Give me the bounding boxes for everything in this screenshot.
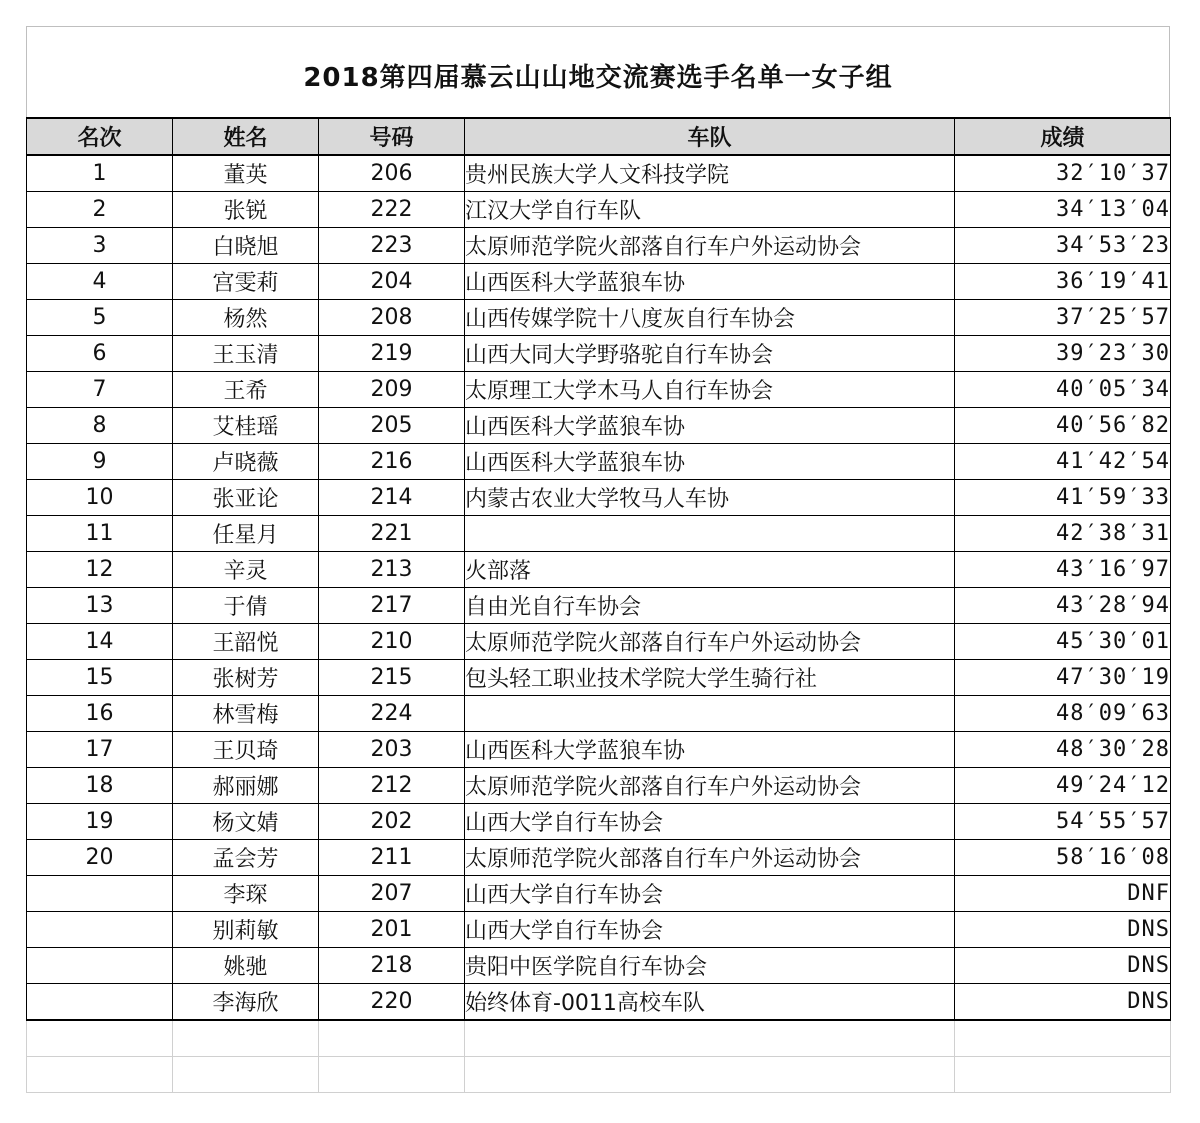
rank-cell[interactable]: 17 bbox=[27, 732, 173, 768]
bib-cell[interactable]: 218 bbox=[319, 948, 465, 984]
rank-cell[interactable]: 13 bbox=[27, 588, 173, 624]
bib-cell[interactable]: 207 bbox=[319, 876, 465, 912]
name-cell[interactable]: 王贝琦 bbox=[173, 732, 319, 768]
team-cell[interactable]: 包头轻工职业技术学院大学生骑行社 bbox=[465, 660, 955, 696]
result-cell[interactable]: 45′30′01 bbox=[955, 624, 1171, 660]
table-row bbox=[27, 228, 1171, 264]
title-cell[interactable] bbox=[26, 26, 1170, 117]
result-cell[interactable]: 40′56′82 bbox=[955, 408, 1171, 444]
team-cell[interactable] bbox=[465, 516, 955, 552]
header-team[interactable]: 车队 bbox=[465, 118, 955, 155]
team-cell[interactable]: 山西传媒学院十八度灰自行车协会 bbox=[465, 300, 955, 336]
empty-cell[interactable] bbox=[955, 1057, 1171, 1093]
empty-row bbox=[27, 1020, 1171, 1057]
rank-cell[interactable]: 9 bbox=[27, 444, 173, 480]
bib-cell[interactable]: 210 bbox=[319, 624, 465, 660]
table-body bbox=[27, 155, 1171, 1020]
name-cell[interactable]: 董英 bbox=[173, 155, 319, 192]
team-cell[interactable]: 太原师范学院火部落自行车户外运动协会 bbox=[465, 624, 955, 660]
team-cell[interactable]: 太原师范学院火部落自行车户外运动协会 bbox=[465, 228, 955, 264]
team-cell[interactable]: 山西大学自行车协会 bbox=[465, 876, 955, 912]
team-cell[interactable]: 山西医科大学蓝狼车协 bbox=[465, 444, 955, 480]
header-rank[interactable]: 名次 bbox=[27, 118, 173, 155]
name-cell[interactable]: 杨文婧 bbox=[173, 804, 319, 840]
table-row bbox=[27, 768, 1171, 804]
rank-cell[interactable]: 4 bbox=[27, 264, 173, 300]
rank-cell[interactable]: 20 bbox=[27, 840, 173, 876]
table-row bbox=[27, 984, 1171, 1021]
result-cell[interactable]: 42′38′31 bbox=[955, 516, 1171, 552]
result-cell[interactable]: 37′25′57 bbox=[955, 300, 1171, 336]
team-cell[interactable]: 太原师范学院火部落自行车户外运动协会 bbox=[465, 840, 955, 876]
rank-cell[interactable]: 3 bbox=[27, 228, 173, 264]
team-cell[interactable]: 太原师范学院火部落自行车户外运动协会 bbox=[465, 768, 955, 804]
header-result[interactable]: 成绩 bbox=[955, 118, 1171, 155]
table-row bbox=[27, 912, 1171, 948]
name-cell[interactable]: 辛灵 bbox=[173, 552, 319, 588]
rank-cell[interactable]: 12 bbox=[27, 552, 173, 588]
table-row bbox=[27, 588, 1171, 624]
name-cell[interactable]: 李琛 bbox=[173, 876, 319, 912]
rank-cell[interactable]: 15 bbox=[27, 660, 173, 696]
rank-cell[interactable]: 11 bbox=[27, 516, 173, 552]
empty-cell[interactable] bbox=[465, 1020, 955, 1057]
empty-row bbox=[27, 1057, 1171, 1093]
table-row bbox=[27, 444, 1171, 480]
bib-cell[interactable]: 202 bbox=[319, 804, 465, 840]
empty-cell[interactable] bbox=[173, 1057, 319, 1093]
rank-cell[interactable] bbox=[27, 948, 173, 984]
rank-cell[interactable]: 16 bbox=[27, 696, 173, 732]
bib-cell[interactable]: 216 bbox=[319, 444, 465, 480]
rank-cell[interactable] bbox=[27, 984, 173, 1021]
table-row bbox=[27, 660, 1171, 696]
table-row bbox=[27, 372, 1171, 408]
rank-cell[interactable]: 7 bbox=[27, 372, 173, 408]
name-cell[interactable]: 张亚论 bbox=[173, 480, 319, 516]
empty-cell[interactable] bbox=[955, 1020, 1171, 1057]
result-cell[interactable]: 43′16′97 bbox=[955, 552, 1171, 588]
rank-cell[interactable] bbox=[27, 876, 173, 912]
empty-cell[interactable] bbox=[465, 1057, 955, 1093]
bib-cell[interactable]: 214 bbox=[319, 480, 465, 516]
result-cell[interactable]: 40′05′34 bbox=[955, 372, 1171, 408]
result-cell[interactable]: 34′13′04 bbox=[955, 192, 1171, 228]
header-row bbox=[27, 118, 1171, 155]
team-cell[interactable]: 太原理工大学木马人自行车协会 bbox=[465, 372, 955, 408]
table-row bbox=[27, 552, 1171, 588]
team-cell[interactable]: 山西医科大学蓝狼车协 bbox=[465, 732, 955, 768]
name-cell[interactable]: 于倩 bbox=[173, 588, 319, 624]
table-row bbox=[27, 840, 1171, 876]
rank-cell[interactable]: 14 bbox=[27, 624, 173, 660]
table-row bbox=[27, 948, 1171, 984]
team-cell[interactable]: 江汉大学自行车队 bbox=[465, 192, 955, 228]
table-row bbox=[27, 696, 1171, 732]
team-cell[interactable]: 山西医科大学蓝狼车协 bbox=[465, 264, 955, 300]
result-cell[interactable]: 48′30′28 bbox=[955, 732, 1171, 768]
result-cell[interactable]: 32′10′37 bbox=[955, 155, 1171, 192]
team-cell[interactable]: 贵阳中医学院自行车协会 bbox=[465, 948, 955, 984]
team-cell[interactable]: 山西大学自行车协会 bbox=[465, 912, 955, 948]
team-cell[interactable]: 始终体育-0011高校车队 bbox=[465, 984, 955, 1021]
name-cell[interactable]: 卢晓薇 bbox=[173, 444, 319, 480]
empty-rows bbox=[27, 1020, 1171, 1093]
result-cell[interactable]: 39′23′30 bbox=[955, 336, 1171, 372]
header-bib[interactable]: 号码 bbox=[319, 118, 465, 155]
name-cell[interactable]: 王希 bbox=[173, 372, 319, 408]
table-row bbox=[27, 408, 1171, 444]
result-cell[interactable]: 34′53′23 bbox=[955, 228, 1171, 264]
name-cell[interactable]: 姚驰 bbox=[173, 948, 319, 984]
team-cell[interactable]: 山西大学自行车协会 bbox=[465, 804, 955, 840]
bib-cell[interactable]: 223 bbox=[319, 228, 465, 264]
rank-cell[interactable]: 6 bbox=[27, 336, 173, 372]
bib-cell[interactable]: 203 bbox=[319, 732, 465, 768]
result-cell[interactable]: 43′28′94 bbox=[955, 588, 1171, 624]
name-cell[interactable]: 王玉清 bbox=[173, 336, 319, 372]
name-cell[interactable]: 别莉敏 bbox=[173, 912, 319, 948]
bib-cell[interactable]: 204 bbox=[319, 264, 465, 300]
result-cell[interactable]: DNS bbox=[955, 912, 1171, 948]
spreadsheet bbox=[26, 26, 1170, 1092]
bib-cell[interactable]: 219 bbox=[319, 336, 465, 372]
bib-cell[interactable]: 201 bbox=[319, 912, 465, 948]
table-row bbox=[27, 804, 1171, 840]
name-cell[interactable]: 郝丽娜 bbox=[173, 768, 319, 804]
results-table bbox=[26, 117, 1171, 1093]
bib-cell[interactable]: 224 bbox=[319, 696, 465, 732]
name-cell[interactable]: 张锐 bbox=[173, 192, 319, 228]
bib-cell[interactable]: 211 bbox=[319, 840, 465, 876]
table-row bbox=[27, 516, 1171, 552]
rank-cell[interactable]: 18 bbox=[27, 768, 173, 804]
rank-cell[interactable] bbox=[27, 912, 173, 948]
team-cell[interactable]: 贵州民族大学人文科技学院 bbox=[465, 155, 955, 192]
table-row bbox=[27, 264, 1171, 300]
bib-cell[interactable]: 212 bbox=[319, 768, 465, 804]
bib-cell[interactable]: 222 bbox=[319, 192, 465, 228]
rank-cell[interactable]: 19 bbox=[27, 804, 173, 840]
empty-cell[interactable] bbox=[27, 1057, 173, 1093]
team-cell[interactable]: 山西医科大学蓝狼车协 bbox=[465, 408, 955, 444]
name-cell[interactable]: 任星月 bbox=[173, 516, 319, 552]
team-cell[interactable]: 自由光自行车协会 bbox=[465, 588, 955, 624]
table-row bbox=[27, 192, 1171, 228]
name-cell[interactable]: 宫雯莉 bbox=[173, 264, 319, 300]
result-cell[interactable]: 54′55′57 bbox=[955, 804, 1171, 840]
result-cell[interactable]: DNS bbox=[955, 984, 1171, 1021]
bib-cell[interactable]: 215 bbox=[319, 660, 465, 696]
bib-cell[interactable]: 206 bbox=[319, 155, 465, 192]
result-cell[interactable]: 49′24′12 bbox=[955, 768, 1171, 804]
result-cell[interactable]: 48′09′63 bbox=[955, 696, 1171, 732]
empty-cell[interactable] bbox=[173, 1020, 319, 1057]
bib-cell[interactable]: 205 bbox=[319, 408, 465, 444]
bib-cell[interactable]: 209 bbox=[319, 372, 465, 408]
name-cell[interactable]: 孟会芳 bbox=[173, 840, 319, 876]
empty-cell[interactable] bbox=[319, 1057, 465, 1093]
table-row bbox=[27, 336, 1171, 372]
name-cell[interactable]: 杨然 bbox=[173, 300, 319, 336]
result-cell[interactable]: 58′16′08 bbox=[955, 840, 1171, 876]
bib-cell[interactable]: 221 bbox=[319, 516, 465, 552]
empty-cell[interactable] bbox=[319, 1020, 465, 1057]
rank-cell[interactable]: 5 bbox=[27, 300, 173, 336]
bib-cell[interactable]: 217 bbox=[319, 588, 465, 624]
table-row bbox=[27, 624, 1171, 660]
bib-cell[interactable]: 220 bbox=[319, 984, 465, 1021]
header-name[interactable]: 姓名 bbox=[173, 118, 319, 155]
name-cell[interactable]: 王韶悦 bbox=[173, 624, 319, 660]
team-cell[interactable]: 山西大同大学野骆驼自行车协会 bbox=[465, 336, 955, 372]
table-row bbox=[27, 300, 1171, 336]
result-cell[interactable]: 36′19′41 bbox=[955, 264, 1171, 300]
team-cell[interactable]: 内蒙古农业大学牧马人车协 bbox=[465, 480, 955, 516]
rank-cell[interactable]: 10 bbox=[27, 480, 173, 516]
table-row bbox=[27, 732, 1171, 768]
name-cell[interactable]: 林雪梅 bbox=[173, 696, 319, 732]
name-cell[interactable]: 白晓旭 bbox=[173, 228, 319, 264]
result-cell[interactable]: DNS bbox=[955, 948, 1171, 984]
result-cell[interactable]: 41′42′54 bbox=[955, 444, 1171, 480]
table-row bbox=[27, 480, 1171, 516]
table-row bbox=[27, 155, 1171, 192]
team-cell[interactable]: 火部落 bbox=[465, 552, 955, 588]
bib-cell[interactable]: 213 bbox=[319, 552, 465, 588]
bib-cell[interactable]: 208 bbox=[319, 300, 465, 336]
page-title: 2018第四届慕云山山地交流赛选手名单一女子组 bbox=[303, 62, 893, 93]
rank-cell[interactable]: 1 bbox=[27, 155, 173, 192]
name-cell[interactable]: 艾桂瑶 bbox=[173, 408, 319, 444]
name-cell[interactable]: 张树芳 bbox=[173, 660, 319, 696]
team-cell[interactable] bbox=[465, 696, 955, 732]
result-cell[interactable]: 41′59′33 bbox=[955, 480, 1171, 516]
name-cell[interactable]: 李海欣 bbox=[173, 984, 319, 1021]
result-cell[interactable]: DNF bbox=[955, 876, 1171, 912]
table-row bbox=[27, 876, 1171, 912]
empty-cell[interactable] bbox=[27, 1020, 173, 1057]
result-cell[interactable]: 47′30′19 bbox=[955, 660, 1171, 696]
rank-cell[interactable]: 2 bbox=[27, 192, 173, 228]
rank-cell[interactable]: 8 bbox=[27, 408, 173, 444]
